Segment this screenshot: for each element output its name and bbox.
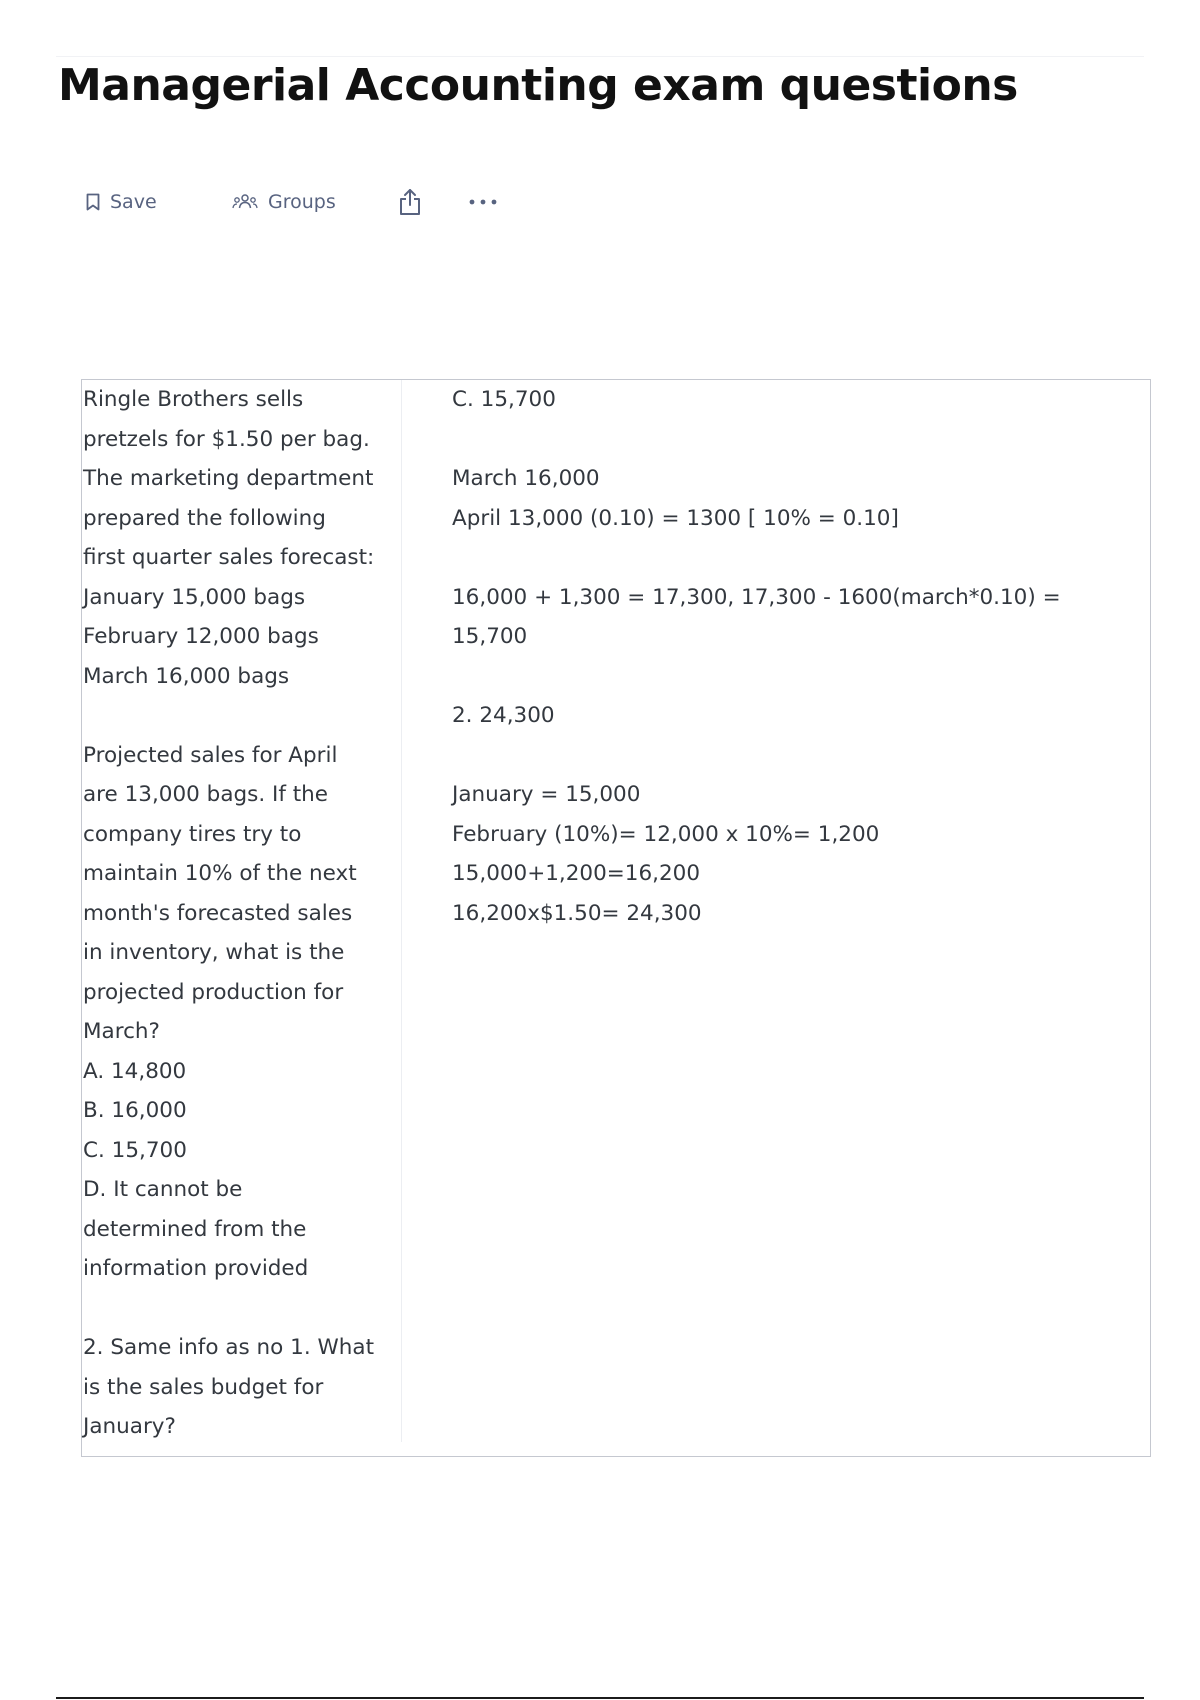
term-line (83, 696, 383, 736)
term-line (83, 1289, 383, 1329)
header-divider (56, 56, 1144, 57)
term-line: maintain 10% of the next (83, 861, 357, 886)
term-line: Ringle Brothers sells (83, 387, 304, 412)
definition-line (452, 538, 1132, 578)
term-line: January? (83, 1414, 176, 1439)
term-line: pretzels for $1.50 per bag. (83, 426, 370, 452)
term-line: D. It cannot be (83, 1177, 243, 1202)
definition-line: 2. 24,300 (452, 703, 555, 728)
term-line: is the sales budget for (83, 1374, 324, 1400)
term-line: The marketing department (83, 466, 374, 491)
term-line: in inventory, what is the (83, 940, 345, 965)
page-bottom-divider (56, 1697, 1144, 1699)
definition-line: January = 15,000 (452, 782, 641, 807)
bookmark-icon (86, 193, 100, 211)
term-line: January 15,000 bags (83, 584, 306, 610)
term-line: 2. Same info as no 1. What (83, 1335, 374, 1360)
save-button[interactable] (86, 186, 157, 218)
term-line: A. 14,800 (83, 1058, 187, 1084)
term-line: are 13,000 bags. If the (83, 782, 329, 807)
more-options-button[interactable] (468, 186, 498, 218)
groups-icon (232, 194, 258, 210)
term-line: month's forecasted sales (83, 900, 353, 926)
groups-label: Groups (268, 191, 336, 213)
term-line: C. 15,700 (83, 1137, 187, 1163)
definition-line (452, 657, 1132, 697)
page-title: Managerial Accounting exam questions (58, 60, 1018, 111)
definition-line: 16,000 + 1,300 = 17,300, 17,300 - 1600(march*0.10) = (452, 584, 1061, 610)
definition-line: February (10%)= 12,000 x 10%= 1,200 (452, 821, 880, 847)
definition-line (452, 420, 1132, 460)
definition-column (452, 380, 1132, 933)
definition-line: 16,200x$1.50= 24,300 (452, 900, 702, 926)
column-divider (401, 380, 402, 1442)
flashcard-term-definition (81, 379, 1151, 1457)
term-line: determined from the (83, 1216, 307, 1242)
definition-line: C. 15,700 (452, 387, 556, 412)
definition-line: 15,000+1,200=16,200 (452, 861, 701, 886)
term-line: prepared the following (83, 505, 326, 531)
definition-line (452, 736, 1132, 776)
term-column (83, 380, 383, 1447)
more-icon (468, 198, 498, 206)
share-button[interactable] (398, 186, 422, 218)
groups-button[interactable] (232, 186, 336, 218)
term-line: information provided (83, 1256, 309, 1281)
term-line: Projected sales for April (83, 742, 338, 768)
term-line: February 12,000 bags (83, 624, 319, 649)
save-label: Save (110, 191, 157, 213)
definition-line: March 16,000 (452, 466, 600, 491)
definition-line: 15,700 (452, 624, 528, 649)
share-icon (398, 188, 422, 216)
term-line: first quarter sales forecast: (83, 545, 375, 570)
term-line: company tires try to (83, 821, 302, 847)
term-line: March? (83, 1019, 160, 1044)
term-line: B. 16,000 (83, 1098, 187, 1123)
term-line: projected production for (83, 979, 344, 1005)
definition-line: April 13,000 (0.10) = 1300 [ 10% = 0.10] (452, 505, 899, 531)
term-line: March 16,000 bags (83, 663, 290, 689)
